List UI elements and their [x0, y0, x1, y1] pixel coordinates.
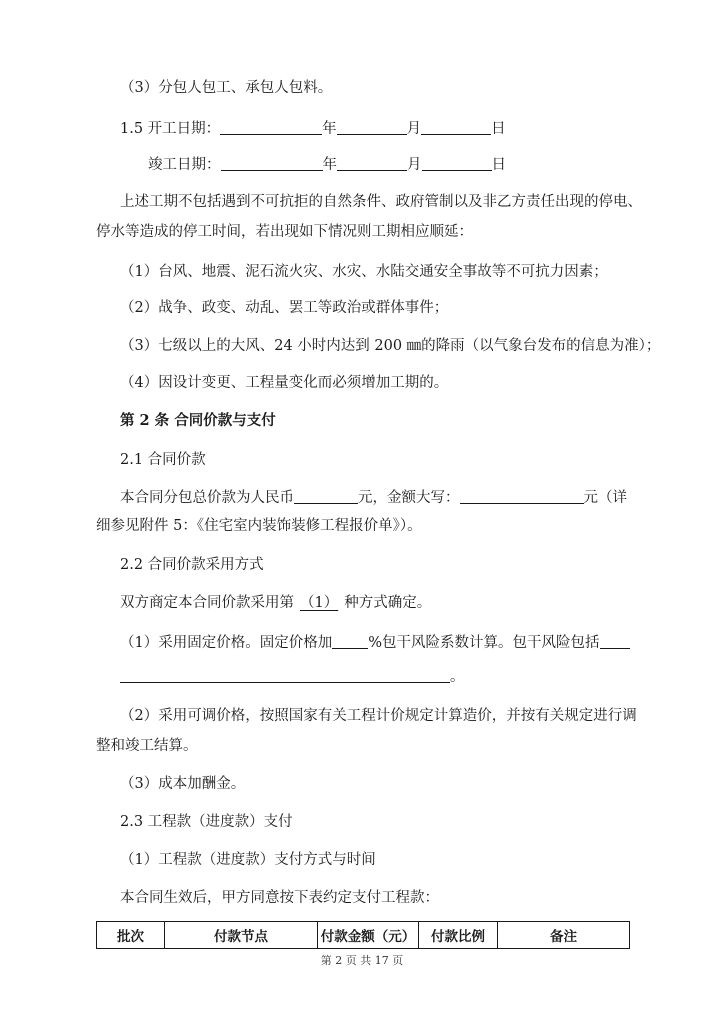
end-date-label: 竣工日期： [148, 157, 221, 173]
header-node: 付款节点 [165, 922, 318, 949]
price-line-1 [120, 487, 627, 508]
end-year-blank [221, 154, 323, 171]
schedule-paragraph-line-2: 停水等造成的停工时间，若出现如下情况则工期相应顺延： [96, 224, 473, 240]
section-2-3-heading: 2.3 工程款（进度款）支付 [120, 814, 293, 830]
end-date-line [148, 154, 506, 175]
price-text-c: 元（详 [583, 490, 627, 506]
payment-intro-line: 本合同生效后，甲方同意按下表约定支付工程款： [120, 890, 439, 906]
method-1-end: 。 [450, 669, 465, 685]
condition-4: （4）因设计变更、工程量变化而必须增加工期的。 [120, 375, 449, 391]
method-text-a: 双方商定本合同价款采用第 [120, 595, 294, 611]
start-day-blank [421, 118, 491, 135]
start-year-blank [220, 118, 322, 135]
condition-2: （2）战争、政变、动乱、罢工等政治或群体事件； [120, 300, 449, 316]
payment-table [96, 921, 630, 949]
start-date-line [120, 118, 506, 139]
header-ratio: 付款比例 [419, 922, 498, 949]
price-amount-blank [294, 487, 358, 504]
start-date-label: 1.5 开工日期： [120, 121, 221, 137]
method-text-b: 种方式确定。 [344, 595, 432, 611]
end-day-unit: 日 [491, 157, 506, 173]
schedule-paragraph-line-1: 上述工期不包括遇到不可抗拒的自然条件、政府管制以及非乙方责任出现的停电、 [120, 194, 642, 210]
section-2-2-heading: 2.2 合同价款采用方式 [120, 557, 264, 573]
condition-1: （1）台风、地震、泥石流火灾、水灾、水陆交通安全事故等不可抗力因素； [120, 264, 608, 280]
price-text-a: 本合同分包总价款为人民币 [120, 490, 294, 506]
start-month-unit: 月 [406, 121, 422, 137]
risk-scope-blank [600, 632, 630, 649]
risk-scope-blank-2 [120, 666, 450, 683]
payment-table-header-row [97, 922, 630, 949]
page-footer: 第 2 页 共 17 页 [320, 954, 404, 967]
end-year-unit: 年 [322, 157, 337, 173]
method-1-line [120, 632, 630, 653]
price-text-b: 元，金额大写： [358, 490, 460, 506]
header-remark: 备注 [498, 922, 630, 949]
start-month-blank [337, 118, 407, 135]
method-value: （1） [300, 595, 339, 611]
clause-1-4-3: （3）分包人包工、承包人包料。 [120, 80, 333, 96]
price-capital-blank [460, 487, 584, 504]
method-line [120, 593, 431, 613]
condition-3: （3）七级以上的大风、24 小时内达到 200 ㎜的降雨（以气象台发布的信息为准）； [120, 338, 661, 354]
header-batch: 批次 [97, 922, 165, 949]
section-2-1-heading: 2.1 合同价款 [120, 452, 206, 468]
start-year-unit: 年 [322, 121, 337, 137]
end-month-blank [337, 154, 407, 171]
payment-method-line: （1）工程款（进度款）支付方式与时间 [120, 852, 376, 868]
method-2-line-2: 整和竣工结算。 [96, 738, 198, 754]
method-1-text-b: %包干风险系数计算。包干风险包括 [368, 635, 600, 651]
method-3: （3）成本加酬金。 [120, 776, 246, 792]
article-2-heading: 第 2 条 合同价款与支付 [120, 412, 276, 429]
header-amount: 付款金额（元） [318, 922, 419, 949]
method-2-line-1: （2）采用可调价格，按照国家有关工程计价规定计算造价，并按有关规定进行调 [120, 708, 637, 724]
end-month-unit: 月 [407, 157, 422, 173]
end-day-blank [422, 154, 492, 171]
method-1-text-a: （1）采用固定价格。固定价格加 [120, 635, 333, 651]
price-line-2: 细参见附件 5：《住宅室内装饰装修工程报价单》）。 [96, 518, 422, 534]
risk-rate-blank [332, 632, 368, 649]
start-day-unit: 日 [491, 121, 506, 137]
method-1-line-2 [120, 666, 465, 687]
